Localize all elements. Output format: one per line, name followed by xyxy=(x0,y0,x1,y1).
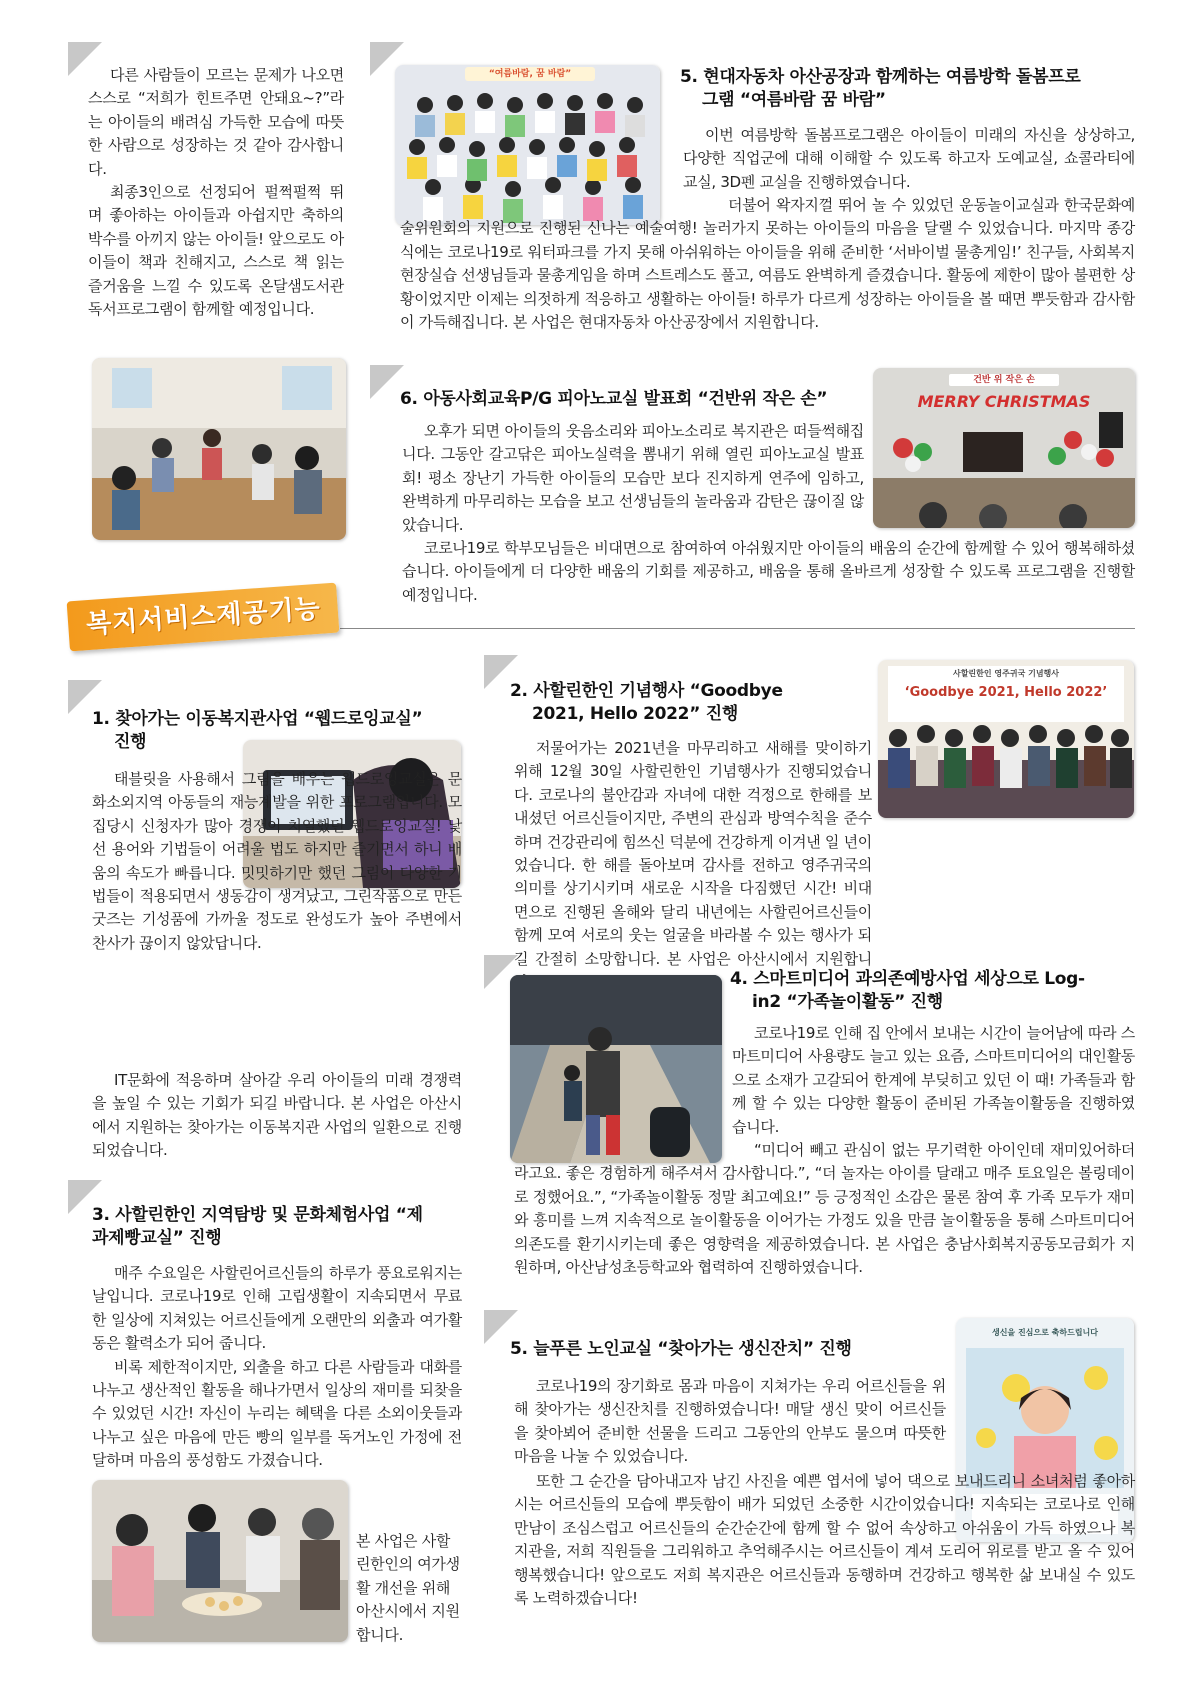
bread-paragraph-1: 매주 수요일은 사할린어르신들의 하루가 풍요로워지는 날입니다. 코로나19로 인해 고립생활이 지속되면서 무료한 일상에 지쳐있는 어르신들에게 오랜만의 외출과 여가활동은 활력소가 되어 줍니다. xyxy=(92,1264,462,1353)
webtoon-body-b xyxy=(92,1069,462,1163)
sakhalin-paragraph-1: 저물어가는 2021년을 마무리하고 새해를 맞이하기 위해 12월 30일 사할린한인 기념행사가 진행되었습니다. 코로나의 불안감과 자녀에 대한 걱정으로 한해를 보내셨던 어르신들이지만, 주변의 관심과 방역수칙을 준수하며 건강관리에 힘쓰신 덕분에 건강하게 이겨낸 일 년이었습니다. 한 해를 돌아보며 감사를 전하고 영주귀국의 의미를 상기시키며 새로운 시작을 다짐했던 시간! 비대면으로 진행된 올해와 달리 내년에는 사할린어르신들이 함께 모여 서로의 웃는 얼굴을 바라볼 수 있는 행사가 되길 간절히 소망합니다. 본 사업은 아산시에서 지원합니 xyxy=(514,739,872,968)
sakhalin-body xyxy=(514,737,872,994)
photo-subtitle-text: 건반 위 작은 손 xyxy=(949,374,1059,386)
smartmedia-title-line1: 4. 스마트미디어 과의존예방사업 세상으로 Log- xyxy=(730,969,1085,989)
smartmedia-heading xyxy=(730,968,1135,1014)
smartmedia-body xyxy=(732,1022,1135,1139)
photo-new-year-event xyxy=(878,660,1134,818)
photo-baking-class xyxy=(92,1480,348,1642)
smartmedia-paragraph-1: 코로나19로 인해 집 안에서 보내는 시간이 늘어남에 따라 스마트미디어 사용량도 늘고 있는 요즘, 스마트미디어의 대인활동으로 소재가 고갈되어 한계에 부딪히고 있던 이 때! 가족들과 함께 할 수 있는 다양한 활동이 준비된 가족놀이활동을 진행하였습니다. xyxy=(732,1024,1135,1136)
hyundai-body-a xyxy=(683,124,1135,194)
webtoon-body xyxy=(92,768,462,955)
sakhalin-heading xyxy=(510,680,870,726)
piano-title: 6. 아동사회교육P/G 피아노교실 발표회 “건반위 작은 손” xyxy=(400,389,828,409)
hyundai-title-line1: 5. 현대자동차 아산공장과 함께하는 여름방학 돌봄프로 xyxy=(680,67,1081,87)
ribbon-label: 복지서비스제공기능 xyxy=(85,593,322,641)
photo-banner-text: MERRY CHRISTMAS xyxy=(917,392,1091,411)
bread-heading xyxy=(92,1204,462,1250)
section-divider xyxy=(340,628,1135,629)
webtoon-paragraph-1: 태블릿을 사용해서 그림을 배우는 웹드로잉교실은 문화소외지역 아동들의 재능계발을 위한 프로그램입니다. 모집당시 신청자가 많아 경쟁이 치열했던 웹드로잉교실! 낯선 용어와 기법들이 어려울 법도 하지만 즐기면서 하니 배움의 속도가 빠릅니다. 밋밋하기만 했던 그림이 다양한 기법들이 적용되면서 생동감이 생겨났고, 그린작품으로 만든 굿즈는 기성품에 가까울 정도로 완성도가 높아 주변에서 찬사가 끊이지 않았답니다. xyxy=(92,770,462,952)
bread-paragraph-2: 비록 제한적이지만, 외출을 하고 다른 사람들과 대화를 나누고 생산적인 활동을 해나가면서 일상의 재미를 되찾을 수 있었던 시간! 자신이 누리는 혜택을 다른 소외이웃들과 나누고 싶은 마음에 만든 빵의 일부를 독거노인 가정에 전달하며 마음의 풍성함도 가졌습니다. xyxy=(92,1357,462,1470)
birthday-body xyxy=(514,1375,946,1469)
bread-body xyxy=(92,1262,462,1473)
intro-paragraph-2: 최종3인으로 선정되어 펄쩍펄쩍 뛰며 좋아하는 아이들과 아쉽지만 축하의 박수를 아끼지 않는 아이들! 앞으로도 아이들이 책과 친해지고, 스스로 책 읽는 즐거움을 느낄 수 있도록 온달샘도서관 독서프로그램이 함께할 예정입니다. xyxy=(88,183,344,319)
bread-paragraph-3: 본 사업은 사할린한인의 여가생활 개선을 위해 아산시에서 지원합니다. xyxy=(356,1532,460,1644)
birthday-body-b xyxy=(514,1470,1135,1610)
hyundai-paragraph-2: 더불어 왁자지껄 뛰어 놀 수 있었던 운동놀이교실과 한국문화예술위원회의 지원으로 진행된 신나는 예술여행! 놀러가지 못하는 아이들의 마음을 달랠 수 있었습니다. 마지막 종강식에는 코로나19로 워터파크를 가지 못해 아쉬워하는 아이들을 위해 준비한 ‘서바이벌 물총게임!’ 친구들, 사회복지현장실습 선생님들과 물총게임을 하며 스트레스도 풀고, 여름도 완벽하게 즐겼습니다. 활동에 제한이 많아 불편한 상황이었지만 이제는 의젓하게 적응하고 생활하는 아이들! 하루가 다르게 성장하는 아이들을 볼 때면 뿌듯함과 감사함이 가득해집니다. 본 사업은 현대자동차 아산공장에서 지원합니다. xyxy=(400,196,1135,332)
photo-chair-exercise xyxy=(92,358,346,540)
piano-body-a xyxy=(402,420,864,537)
photo-subtitle-text: 사할린한인 영주귀국 기념행사 xyxy=(952,669,1060,678)
sakhalin-title-line2: 2021, Hello 2022” 진행 xyxy=(532,704,738,724)
hyundai-paragraph-1: 이번 여름방학 돌봄프로그램은 아이들이 미래의 자신을 상상하고, 다양한 직업군에 대해 이해할 수 있도록 하고자 도예교실, 쇼콜라티에 교실, 3D펜 교실을 진행하였습니다. xyxy=(683,126,1135,191)
intro-paragraph-1: 다른 사람들이 모르는 문제가 나오면 스스로 “저희가 힌트주면 안돼요~?”라는 아이들의 배려심 가득한 모습에 따뜻한 사람으로 성장하는 것 같아 감사합니다. xyxy=(88,66,344,178)
smartmedia-paragraph-2: “미디어 빼고 관심이 없는 무기력한 아이인데 재미있어하더라고요. 좋은 경험하게 해주셔서 감사합니다.”, “더 놀자는 아이를 달래고 매주 토요일은 볼링데이로 정했어요.”, “가족놀이활동 정말 최고예요!” 등 긍정적인 소감은 물론 참여 후 가족 모두가 재미와 흥미를 느껴 지속적으로 놀이활동을 이어가는 가정도 있을 만큼 놀이활동을 통해 스마트미디어 의존도를 환기시키는데 좋은 영향력을 제공하였습니다. 본 사업은 충남사회복지공동모금회가 지원하며, 아산남성초등학교와 협력하여 진행하였습니다. xyxy=(514,1141,1135,1277)
webtoon-title-line2: 진행 xyxy=(114,732,147,752)
webtoon-title-line1: 1. 찾아가는 이동복지관사업 “웹드로잉교실” xyxy=(92,709,423,729)
intro-text xyxy=(88,64,344,321)
photo-bowling-family xyxy=(510,975,722,1163)
birthday-paragraph-2: 또한 그 순간을 담아내고자 남긴 사진을 예쁜 엽서에 넣어 댁으로 보내드리니 소녀처럼 좋아하시는 어르신들의 모습에 뿌듯함이 배가 되었던 소중한 시간이었습니다! 지속되는 코로나로 인해 만남이 조심스럽고 어르신들의 순간순간에 함께 할 수 없어 속상하고 아쉬움이 가득 하였으나 복지관을, 저희 직원들을 그리워하고 추억해주시는 어르신들이 계셔 도리어 위로를 받고 올 수 있어 행복했습니다! 앞으로도 저희 복지관은 어르신들과 동행하며 건강하고 행복한 삶 보내실 수 있도록 노력하겠습니다! xyxy=(514,1472,1135,1608)
hyundai-title-line2: 그램 “여름바람 꿈 바람” xyxy=(702,90,886,110)
birthday-heading xyxy=(510,1338,940,1361)
webtoon-paragraph-2: IT문화에 적응하며 살아갈 우리 아이들의 미래 경쟁력을 높일 수 있는 기회가 되길 바랍니다. 본 사업은 아산시에서 지원하는 찾아가는 이동복지관 사업의 일환으로 진행되었습니다. xyxy=(92,1071,462,1160)
hyundai-body-b xyxy=(400,194,1135,334)
bread-title-line2: 과제빵교실” 진행 xyxy=(92,1228,222,1248)
bread-body-c xyxy=(356,1530,462,1647)
piano-paragraph-1: 오후가 되면 아이들의 웃음소리와 피아노소리로 복지관은 떠들썩해집니다. 그동안 갈고닦은 피아노실력을 뽐내기 위해 열린 피아노교실 발표회! 평소 장난기 가득한 아이들의 모습만 보다 진지하게 연주에 임하고, 완벽하게 마무리하는 모습을 보고 선생님들의 놀라움과 감탄은 끊이질 않았습니다. xyxy=(402,422,864,534)
photo-banner-text: “여름바람, 꿈 바람” xyxy=(488,69,572,79)
photo-piano-recital xyxy=(873,368,1135,528)
birthday-paragraph-1: 코로나19의 장기화로 몸과 마음이 지쳐가는 우리 어르신들을 위해 찾아가는 생신잔치를 진행하였습니다! 매달 생신 맞이 어르신들을 찾아뵈어 준비한 선물을 드리고 그동안의 안부도 물으며 따뜻한 마음을 나눌 수 있었습니다. xyxy=(514,1377,946,1466)
hyundai-section xyxy=(680,66,1135,112)
birthday-title: 5. 늘푸른 노인교실 “찾아가는 생신잔치” 진행 xyxy=(510,1339,852,1359)
section-ribbon xyxy=(67,583,340,652)
piano-section xyxy=(400,388,865,411)
photo-banner-text: 생신을 진심으로 축하드립니다 xyxy=(991,1328,1099,1337)
bread-title-line1: 3. 사할린한인 지역탐방 및 문화체험사업 “제 xyxy=(92,1205,423,1225)
photo-banner-text: ‘Goodbye 2021, Hello 2022’ xyxy=(904,685,1108,700)
smartmedia-title-line2: in2 “가족놀이활동” 진행 xyxy=(752,992,943,1012)
piano-body-b xyxy=(402,537,1135,607)
smartmedia-body-b xyxy=(514,1139,1135,1279)
piano-paragraph-2: 코로나19로 학부모님들은 비대면으로 참여하여 아쉬웠지만 아이들의 배움의 순간에 함께할 수 있어 행복해하셨습니다. 아이들에게 더 다양한 배움의 기회를 제공하고, 배움을 통해 올바르게 성장할 수 있도록 프로그램을 진행할 예정입니다. xyxy=(402,539,1135,604)
sakhalin-title-line1: 2. 사할린한인 기념행사 “Goodbye xyxy=(510,681,783,701)
corner-fold xyxy=(370,365,404,399)
